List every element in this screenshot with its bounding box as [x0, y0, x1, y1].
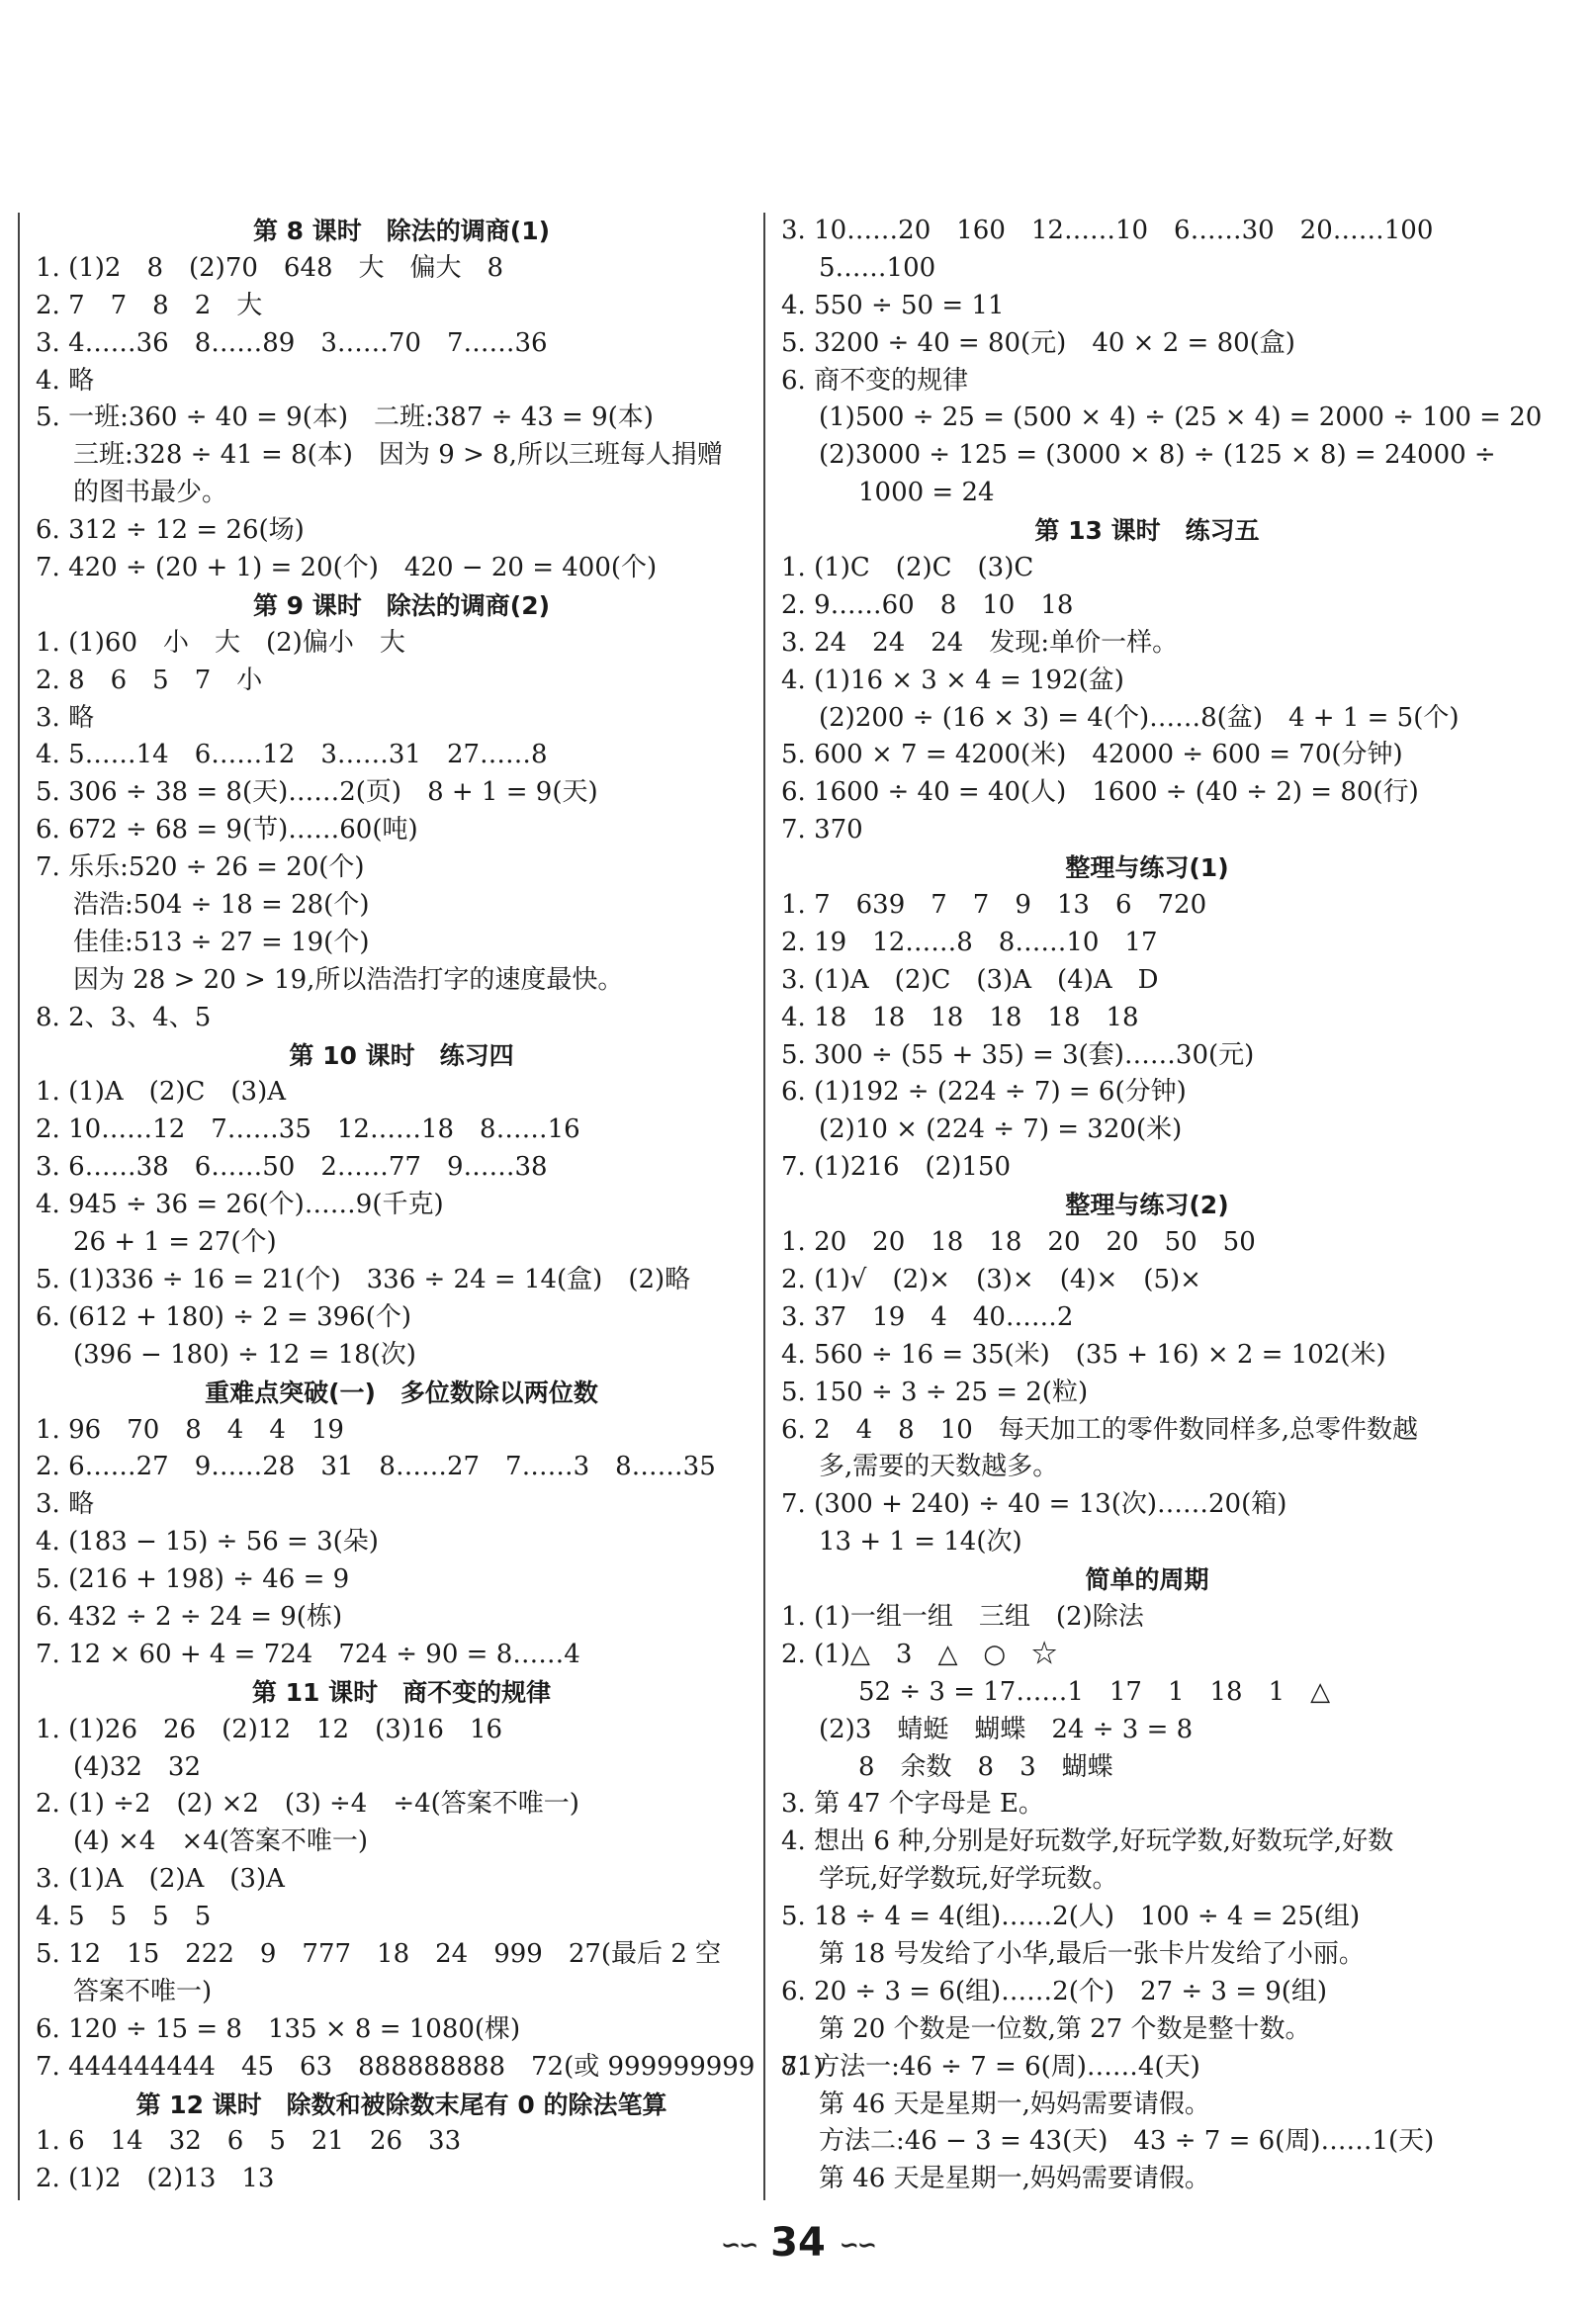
answer-line: (1)500 ÷ 25 = (500 × 4) ÷ (25 × 4) = 2000 ÷ 100 = 20 — [819, 402, 1543, 433]
answer-line: 1. (1)60 小 大 (2)偏小 大 — [36, 627, 405, 658]
answer-line: 8. 2、3、4、5 — [36, 1002, 212, 1032]
answer-line: 26 + 1 = 27(个) — [73, 1227, 277, 1258]
answer-line: 5. 300 ÷ (55 + 35) = 3(套)……30(元) — [781, 1039, 1255, 1070]
section-heading: 第 12 课时 除数和被除数末尾有 0 的除法笔算 — [135, 2090, 667, 2119]
answer-line: 13 + 1 = 14(次) — [819, 1527, 1022, 1558]
answer-line: 4. 5……14 6……12 3……31 27……8 — [36, 740, 548, 770]
answer-line: 6. 312 ÷ 12 = 26(场) — [36, 515, 305, 546]
answer-line: 5. 12 15 222 9 777 18 24 999 27(最后 2 空 — [36, 1938, 722, 1969]
answer-line: 3. (1)A (2)A (3)A — [36, 1864, 285, 1895]
page-number: 34 — [770, 2220, 826, 2266]
answer-line: 5. 150 ÷ 3 ÷ 25 = 2(粒) — [781, 1377, 1089, 1407]
answer-line: 3. 略 — [36, 1489, 95, 1520]
answer-line: 1. 7 639 7 7 9 13 6 720 — [781, 890, 1207, 921]
answer-line: 2. 6……27 9……28 31 8……27 7……3 8……35 — [36, 1452, 716, 1482]
page-footer — [0, 2220, 1596, 2266]
answer-line: 1. 96 70 8 4 4 19 — [36, 1414, 344, 1445]
answer-line: 3. 略 — [36, 702, 95, 733]
answer-line: (4) ×4 ×4(答案不唯一) — [73, 1826, 369, 1857]
answer-line: 6. (1)192 ÷ (224 ÷ 7) = 6(分钟) — [781, 1077, 1187, 1108]
answer-line: 7. 370 — [781, 815, 863, 846]
answer-line: 佳佳:513 ÷ 27 = 19(个) — [73, 927, 370, 957]
section-heading: 第 10 课时 练习四 — [289, 1040, 514, 1070]
answer-line: 4. 560 ÷ 16 = 35(米) (35 + 16) × 2 = 102(米) — [781, 1339, 1386, 1370]
answer-line: 7. 方法一:46 ÷ 7 = 6(周)……4(天) — [781, 2051, 1200, 2082]
answer-line: 第 46 天是星期一,妈妈需要请假。 — [819, 2089, 1210, 2119]
answer-line: 1. (1)26 26 (2)12 12 (3)16 16 — [36, 1714, 503, 1744]
answer-line: 浩浩:504 ÷ 18 = 28(个) — [73, 890, 370, 921]
answer-line: 2. 10……12 7……35 12……18 8……16 — [36, 1114, 580, 1145]
answer-line: 第 20 个数是一位数,第 27 个数是整十数。 — [819, 2013, 1311, 2044]
answer-line: 1. 6 14 32 6 5 21 26 33 — [36, 2126, 462, 2157]
answer-line: (2)10 × (224 ÷ 7) = 320(米) — [819, 1114, 1183, 1145]
answer-line: 多,需要的天数越多。 — [819, 1452, 1059, 1482]
answer-line: 答案不唯一) — [73, 1976, 213, 2006]
section-heading: 简单的周期 — [1085, 1565, 1209, 1595]
ornament-left-icon: ∽∽ — [721, 2231, 757, 2259]
answer-line: 4. 945 ÷ 36 = 26(个)……9(千克) — [36, 1190, 444, 1220]
answer-line: 7. 444444444 45 63 888888888 72(或 999999999 81) — [36, 2051, 824, 2082]
right-column — [763, 213, 1543, 2200]
answer-line: 1. 20 20 18 18 20 20 50 50 — [781, 1227, 1256, 1258]
answer-line: 2. (1)2 (2)13 13 — [36, 2164, 275, 2194]
section-heading: 整理与练习(2) — [1065, 1191, 1229, 1220]
answer-line: 4. 18 18 18 18 18 18 — [781, 1002, 1139, 1032]
answer-line: 3. 第 47 个字母是 E。 — [781, 1789, 1044, 1820]
section-heading: 第 9 课时 除法的调商(2) — [252, 590, 551, 620]
answer-line: 6. 商不变的规律 — [781, 365, 969, 396]
answer-line: 6. 120 ÷ 15 = 8 135 × 8 = 1080(棵) — [36, 2013, 521, 2044]
answer-line: 2. (1) ÷2 (2) ×2 (3) ÷4 ÷4(答案不唯一) — [36, 1789, 579, 1820]
answer-line: 5. 18 ÷ 4 = 4(组)……2(人) 100 ÷ 4 = 25(组) — [781, 1902, 1361, 1932]
answer-line: (4)32 32 — [73, 1751, 201, 1782]
answer-line: 学玩,好学数玩,好学玩数。 — [819, 1864, 1118, 1895]
answer-line: 2. (1)√ (2)× (3)× (4)× (5)× — [781, 1264, 1201, 1294]
answer-line: (2)200 ÷ (16 × 3) = 4(个)……8(盆) 4 + 1 = 5(个) — [819, 702, 1460, 733]
answer-line: 1. (1)2 8 (2)70 648 大 偏大 8 — [36, 252, 504, 283]
answer-line: 2. 8 6 5 7 小 — [36, 665, 263, 695]
answer-line: 4. (1)16 × 3 × 4 = 192(盆) — [781, 665, 1124, 695]
answer-line: 第 18 号发给了小华,最后一张卡片发给了小丽。 — [819, 1938, 1365, 1969]
answer-line: 三班:328 ÷ 41 = 8(本) 因为 9 > 8,所以三班每人捐赠 — [73, 440, 723, 471]
answer-line: 5. (216 + 198) ÷ 46 = 9 — [36, 1564, 350, 1595]
answer-line: 3. 37 19 4 40……2 — [781, 1301, 1074, 1332]
answer-line: 7. 12 × 60 + 4 = 724 724 ÷ 90 = 8……4 — [36, 1639, 580, 1669]
answer-line: 8 余数 8 3 蝴蝶 — [858, 1751, 1113, 1782]
answer-line: 2. 9……60 8 10 18 — [781, 589, 1074, 620]
answer-line: 7. (1)216 (2)150 — [781, 1152, 1011, 1183]
answer-line: 第 46 天是星期一,妈妈需要请假。 — [819, 2164, 1210, 2194]
answer-line: 3. 4……36 8……89 3……70 7……36 — [36, 327, 548, 358]
answer-line: 7. (300 + 240) ÷ 40 = 13(次)……20(箱) — [781, 1489, 1287, 1520]
answer-line: (2)3000 ÷ 125 = (3000 × 8) ÷ (125 × 8) = 24000 ÷ — [819, 440, 1496, 471]
section-heading: 整理与练习(1) — [1065, 853, 1229, 883]
answer-line: 5. 3200 ÷ 40 = 80(元) 40 × 2 = 80(盒) — [781, 327, 1295, 358]
answer-line: 4. 略 — [36, 365, 95, 396]
answer-line: 3. 10……20 160 12……10 6……30 20……100 — [781, 216, 1434, 245]
answer-line: 6. 1600 ÷ 40 = 40(人) 1600 ÷ (40 ÷ 2) = 80(行) — [781, 777, 1419, 808]
answer-line: 52 ÷ 3 = 17……1 17 1 18 1 △ — [858, 1676, 1331, 1707]
answer-line: (396 − 180) ÷ 12 = 18(次) — [73, 1339, 416, 1370]
section-heading: 重难点突破(一) 多位数除以两位数 — [205, 1378, 598, 1407]
answer-line: 3. (1)A (2)C (3)A (4)A D — [781, 964, 1159, 995]
answer-line: 4. 想出 6 种,分别是好玩数学,好玩学数,好数玩学,好数 — [781, 1826, 1394, 1857]
answer-line: 3. 24 24 24 发现:单价一样。 — [781, 627, 1179, 658]
answer-line: 6. 20 ÷ 3 = 6(组)……2(个) 27 ÷ 3 = 9(组) — [781, 1976, 1328, 2006]
answer-line: 4. 550 ÷ 50 = 11 — [781, 290, 1005, 320]
answer-line: (2)3 蜻蜓 蝴蝶 24 ÷ 3 = 8 — [819, 1714, 1194, 1744]
answer-line: 1. (1)A (2)C (3)A — [36, 1077, 287, 1108]
answer-line: 7. 乐乐:520 ÷ 26 = 20(个) — [36, 852, 365, 883]
answer-line: 2. 19 12……8 8……10 17 — [781, 927, 1158, 957]
section-heading: 第 8 课时 除法的调商(1) — [252, 217, 551, 245]
answer-line: 方法二:46 − 3 = 43(天) 43 ÷ 7 = 6(周)……1(天) — [819, 2126, 1435, 2157]
answer-line: 2. 7 7 8 2 大 — [36, 290, 263, 320]
answer-line: 7. 420 ÷ (20 + 1) = 20(个) 420 − 20 = 400(个) — [36, 553, 658, 583]
answer-line: 6. 2 4 8 10 每天加工的零件数同样多,总零件数越 — [781, 1414, 1419, 1445]
answer-line: 5. 306 ÷ 38 = 8(天)……2(页) 8 + 1 = 9(天) — [36, 777, 598, 808]
answer-line: 6. (612 + 180) ÷ 2 = 396(个) — [36, 1301, 412, 1332]
answer-line: 5. 一班:360 ÷ 40 = 9(本) 二班:387 ÷ 43 = 9(本) — [36, 402, 654, 433]
answer-line: 6. 432 ÷ 2 ÷ 24 = 9(栋) — [36, 1601, 343, 1632]
answer-line: 3. 6……38 6……50 2……77 9……38 — [36, 1152, 548, 1183]
section-heading: 第 13 课时 练习五 — [1034, 516, 1260, 546]
answer-line: 的图书最少。 — [73, 478, 228, 508]
answer-line: 2. (1)△ 3 △ ○ ☆ — [781, 1639, 1058, 1669]
answer-line: 因为 28 > 20 > 19,所以浩浩打字的速度最快。 — [73, 964, 624, 995]
answer-line: 1. (1)C (2)C (3)C — [781, 553, 1034, 583]
section-heading: 第 11 课时 商不变的规律 — [251, 1677, 552, 1707]
answer-line: 5. (1)336 ÷ 16 = 21(个) 336 ÷ 24 = 14(盒) (2)略 — [36, 1264, 691, 1294]
answer-line: 1. (1)一组一组 三组 (2)除法 — [781, 1601, 1144, 1632]
answer-line: 5. 600 × 7 = 4200(米) 42000 ÷ 600 = 70(分钟) — [781, 740, 1403, 770]
answer-line: 5……100 — [819, 252, 936, 283]
ornament-right-icon: ∽∽ — [839, 2231, 875, 2259]
answer-line: 4. 5 5 5 5 — [36, 1902, 212, 1932]
answer-line: 6. 672 ÷ 68 = 9(节)……60(吨) — [36, 815, 418, 846]
answer-line: 1000 = 24 — [858, 478, 995, 508]
answer-line: 4. (183 − 15) ÷ 56 = 3(朵) — [36, 1527, 379, 1558]
